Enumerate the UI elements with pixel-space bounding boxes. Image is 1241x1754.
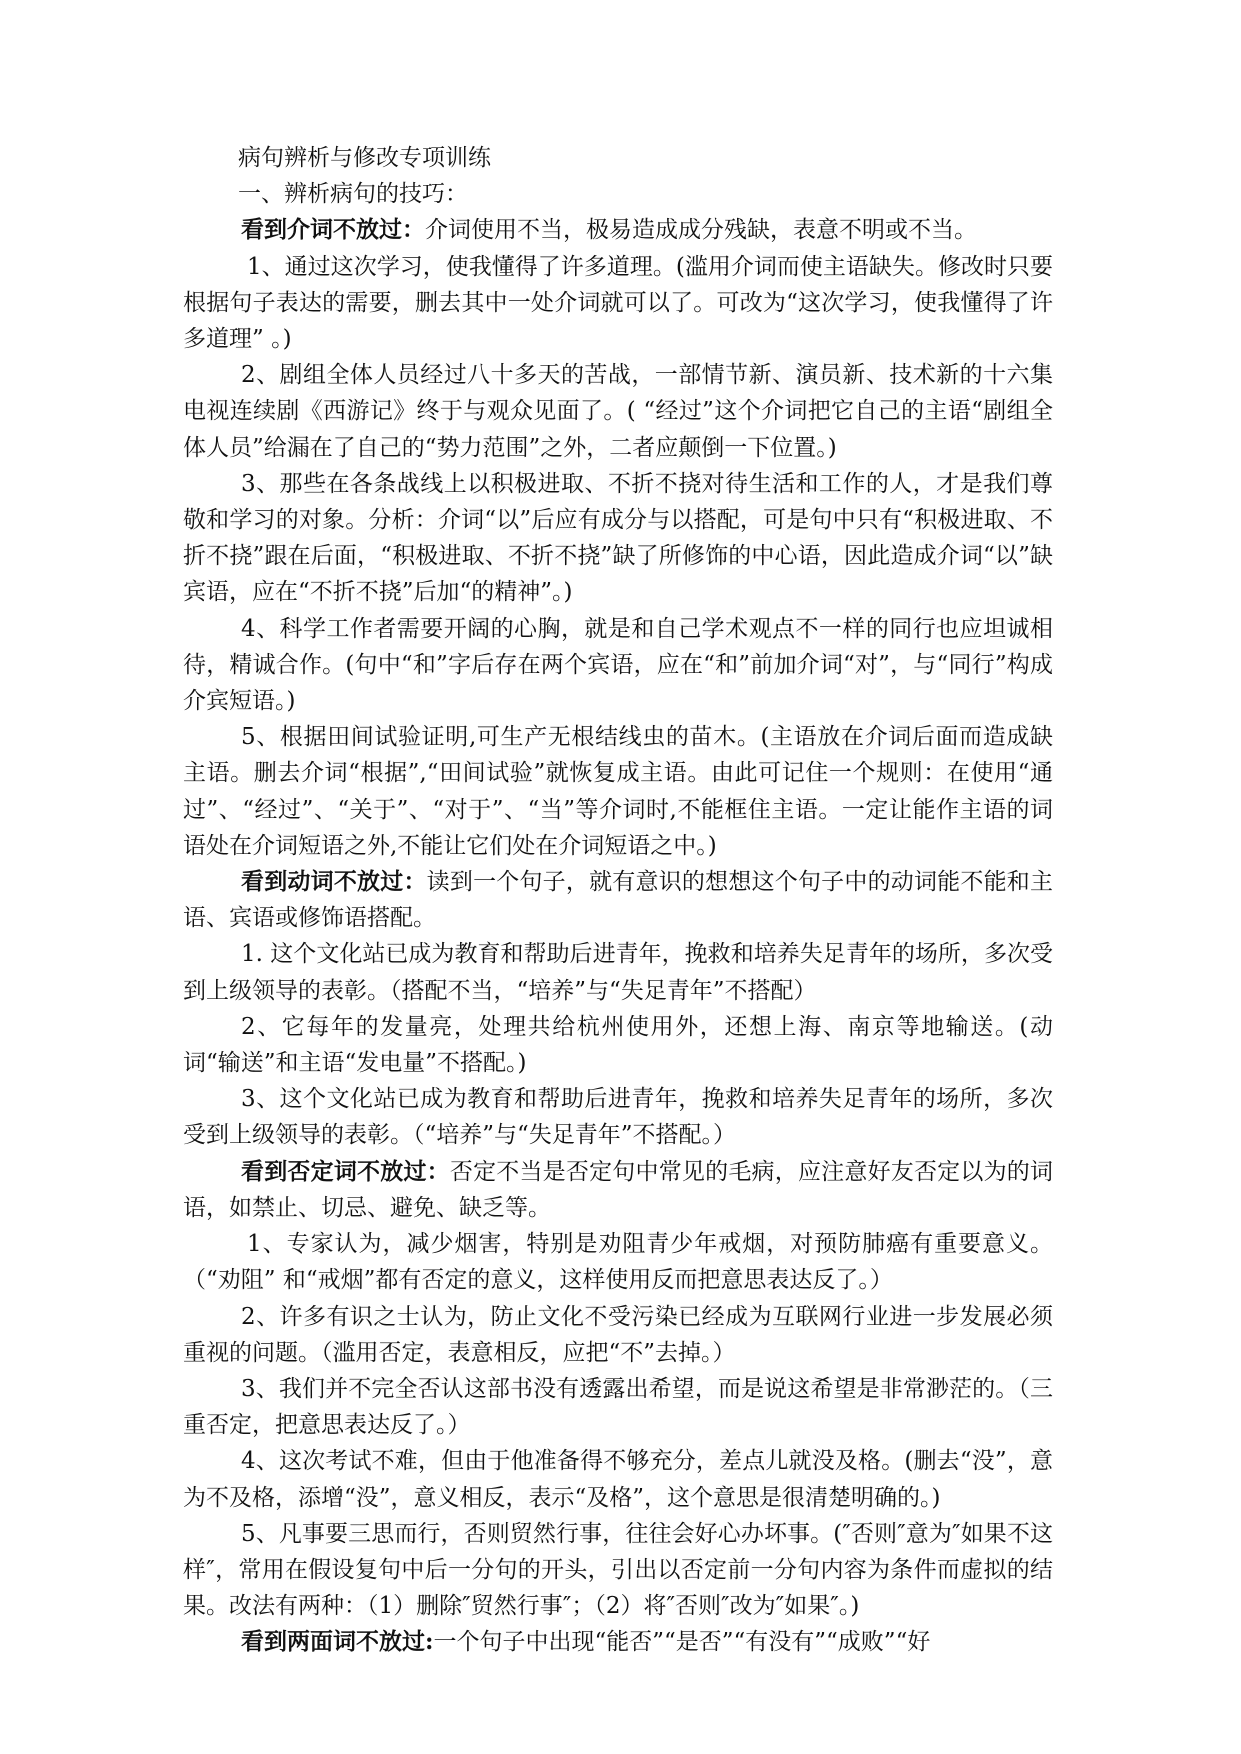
tip-heading: 看到介词不放过：	[241, 216, 425, 244]
tip-intro: 读到一个句子，就有意识的想想这个句子中的动词能不能和主语、宾语或修饰语搭配。	[183, 869, 1054, 932]
example-item: 3、那些在各条战线上以积极进取、不折不挠对待生活和工作的人，才是我们尊敬和学习的对象。分析：介词“以”后应有成分与以搭配，可是句中只有“积极进取、不折不挠”跟在后面，“积极进取、不折不挠”缺了所修饰的中心语，因此造成介词“以”缺宾语，应在“不折不挠”后加“的精神”。)	[183, 470, 1053, 606]
tip-paragraph	[183, 1624, 1053, 1660]
tip-paragraph	[183, 1154, 1053, 1226]
document-title: 病句辨析与修改专项训练	[238, 145, 491, 171]
tip-paragraph	[183, 212, 1053, 248]
tip-intro: 否定不当是否定句中常见的毛病，应注意好友否定以为的词语，如禁止、切忌、避免、缺乏等。	[183, 1158, 1054, 1221]
example-item: 4、科学工作者需要开阔的心胸，就是和自己学术观点不一样的同行也应坦诚相待，精诚合作。(句中“和”字后存在两个宾语，应在“和”前加介词“对”，与“同行”构成介宾短语。)	[183, 615, 1053, 715]
example-item: 3、我们并不完全否认这部书没有透露出希望，而是说这希望是非常渺茫的。（三重否定，把意思表达反了。）	[183, 1375, 1053, 1439]
example-item: 1. 这个文化站已成为教育和帮助后进青年，挽救和培养失足青年的场所，多次受到上级领导的表彰。（搭配不当，“培养”与“失足青年”不搭配）	[183, 941, 1053, 1004]
example-item: 5、凡事要三思而行，否则贸然行事，往往会好心办坏事。(″否则″意为″如果不这样″，常用在假设复句中后一分句的开头，引出以否定前一分句内容为条件而虚拟的结果。改法有两种：（1）删除″贸然行事″；（2）将″否则″改为″如果″。)	[183, 1520, 1053, 1620]
example-item: 2、许多有识之士认为，防止文化不受污染已经成为互联网行业进一步发展必须重视的问题。（滥用否定，表意相反，应把“不”去掉。）	[183, 1303, 1053, 1366]
tip-heading: 看到动词不放过：	[241, 868, 427, 896]
example-item: 3、这个文化站已成为教育和帮助后进青年，挽救和培养失足青年的场所，多次受到上级领导的表彰。（“培养”与“失足青年”不搭配。）	[183, 1086, 1053, 1149]
tip-intro: 介词使用不当，极易造成成分残缺，表意不明或不当。	[425, 217, 977, 244]
document-page	[183, 140, 1053, 1661]
example-item: 1、通过这次学习，使我懂得了许多道理。(滥用介词而使主语缺失。修改时只要根据句子表达的需要，删去其中一处介词就可以了。可改为“这次学习，使我懂得了许多道理” 。)	[183, 253, 1053, 353]
example-item: 5、根据田间试验证明,可生产无根结线虫的苗木。(主语放在介词后面而造成缺主语。删去介词“根据”,“田间试验”就恢复成主语。由此可记住一个规则：在使用“通过”、“经过”、“关于”、“对于”、“当”等介词时,不能框住主语。一定让能作主语的词语处在介词短语之外,不能让它们处在介词短语之中。)	[183, 724, 1053, 859]
section-heading: 一、辨析病句的技巧：	[238, 181, 468, 208]
example-item: 4、这次考试不难，但由于他准备得不够充分，差点儿就没及格。(删去“没”，意为不及格，添增“没”，意义相反，表示“及格”，这个意思是很清楚明确的。)	[183, 1448, 1053, 1511]
example-item: 2、剧组全体人员经过八十多天的苦战，一部情节新、演员新、技术新的十六集电视连续剧《西游记》终于与观众见面了。( “经过”这个介词把它自己的主语“剧组全体人员”给漏在了自己的“势力范围”之外，二者应颠倒一下位置。)	[183, 362, 1053, 461]
tip-heading: 看到否定词不放过：	[241, 1157, 450, 1185]
tip-intro: 一个句子中出现“能否”“是否”“有没有”“成败”“好	[433, 1629, 931, 1656]
example-item: 1、专家认为，减少烟害，特别是劝阻青少年戒烟，对预防肺癌有重要意义。（“劝阻” 和“戒烟”都有否定的意义，这样使用反而把意思表达反了。）	[183, 1231, 1053, 1294]
example-item: 2、它每年的发量亮，处理共给杭州使用外，还想上海、南京等地输送。(动词“输送”和主语“发电量”不搭配。)	[183, 1013, 1053, 1077]
tip-heading: 看到两面词不放过:	[241, 1628, 434, 1656]
tip-paragraph	[183, 864, 1053, 936]
